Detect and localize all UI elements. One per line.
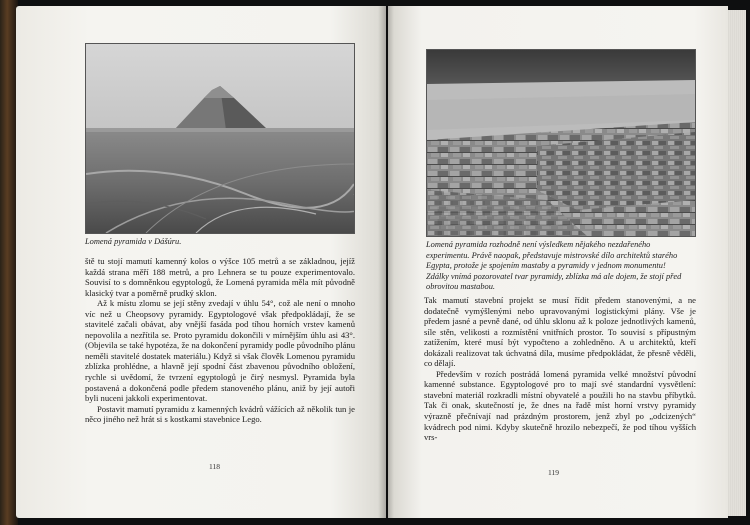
- open-book: [16, 6, 746, 518]
- left-paragraph: Postavit mamutí pyramidu z kamenných kvádrů vážících až několik tun je něco jiného než hrát si s kostkami stavebnice Lego.: [85, 403, 355, 425]
- book-gutter: [378, 6, 394, 518]
- page-stack-edge: [728, 10, 746, 516]
- stone-blocks-photo: [426, 49, 696, 237]
- stone-blocks-image: [427, 50, 695, 236]
- right-paragraph: Především v rozích postrádá lomená pyramida velké množství původní kamenné substance. Egyptologové pro to mají své standardní vysvětlení: stavební materiál rozkradli místní obyvatelé a použili ho na stavbu příbytků. Tak či onak, skutečností je, že dnes na řadě míst horní vrstvy pyramidy výrazně přečnívají nad prázdným prostorem, jenž zbyl po „odcizených“ kvádrech pod nimi. Kdyby skutečně hrozilo nebezpečí, že pod tíhou vyšších vrs-: [424, 368, 696, 443]
- page-number-left: 118: [209, 462, 220, 471]
- left-paragraph: ště tu stojí mamutí kamenný kolos o výšce 105 metrů a se základnou, jejíž každá strana měří 188 metrů, a pro Lehnera se tu pouze experimentovalo. Souvisí to s domněnkou egyptologů, že Lomená pyramida měla mít původně klasický tvar a poměrně prudký sklon.: [85, 256, 355, 298]
- bent-pyramid-photo: [85, 43, 355, 234]
- left-paragraph: Až k místu zlomu se její stěny zvedají v úhlu 54°, což ale není o mnoho víc než u Cheopsovy pyramidy. Egyptologové však předpokládají, že se stavitelé začali obávat, aby vnější fasáda pod tíhou horních vrstev kamenů nepovolila a nezřítila se. Proto pyramidu dokončili v mírnějším úhlu asi 43°. (Objevila se také hypotéza, že na dokončení pyramidy podle původního plánu neměli stavitelé dostatek materiálu.) Když si však člověk Lomenou pyramidu zblízka prohlédne, a hlavně její spodní část zbavenou původního obložení, rychle si uvědomí, že tvrzení egyptologů je čirý nesmysl. Pyramida byla postavená a dokončená podle předem stanoveného plánu, aniž by její autoři byli nuceni jakkoli experimentovat.: [85, 298, 355, 404]
- right-page-body: [424, 295, 696, 443]
- bent-pyramid-image: [86, 44, 354, 233]
- left-photo-caption: Lomená pyramida v Dášúru.: [85, 237, 182, 246]
- page-number-right: 119: [548, 468, 559, 477]
- right-photo-caption: Lomená pyramida rozhodně není výsledkem nějakého nezdařeného experimentu. Právě naopak, představuje mistrovské dílo architektů starého Egypta, protože je spojením mastaby a pyramidy v jednom monumentu! Zdálky vnímá pozorovatel tvar pyramidy, zblízka má ale dojem, že stojí před obrovitou mastabou.: [426, 240, 682, 291]
- left-page-body: [85, 256, 355, 425]
- right-paragraph: Tak mamutí stavební projekt se musí řídit předem stanovenými, a ne dodatečně vymýšlenými nebo upravovanými logistickými plány. Vše je předem jasné a pevně dané, od úhlu sklonu až k poloze jednotlivých kamenů, síle stěn, velikosti a rozmístění vnitřních prostor. To souvisí s přípustným zatížením, které musí být vypočteno a zohledněno. A u architektů, kteří dokázali realizovat tak úchvatná díla, musíme předpokládat, že přesně věděli, co dělají.: [424, 295, 696, 369]
